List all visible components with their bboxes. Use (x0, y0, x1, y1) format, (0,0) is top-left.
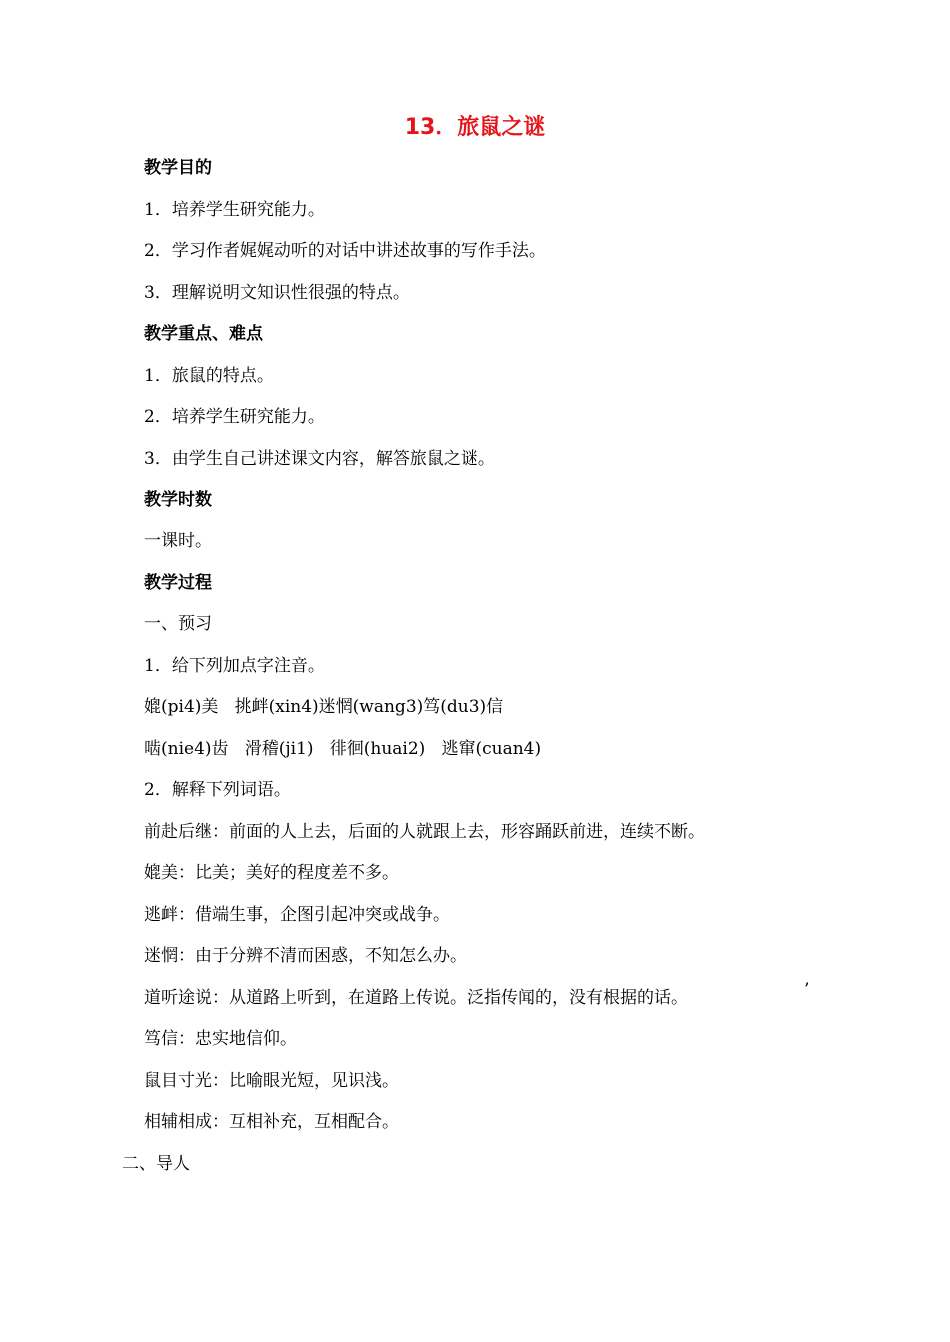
goals-heading: 教学目的 (144, 158, 212, 178)
goal-item-3: 3．理解说明文知识性很强的特点。 (144, 283, 410, 303)
pinyin-line-2: 啮(nie4)齿 滑稽(ji1) 徘徊(huai2) 逃窜(cuan4) (144, 739, 542, 759)
definition-item: 逃衅：借端生事，企图引起冲突或战争。 (144, 905, 450, 925)
key-point-item-1: 1．旅鼠的特点。 (144, 366, 274, 386)
definition-item: 道听途说：从道路上听到，在道路上传说。泛指传闻的，没有根据的话。 (144, 988, 688, 1008)
hours-heading: 教学时数 (144, 490, 212, 510)
key-point-item-3: 3．由学生自己讲述课文内容，解答旅鼠之谜。 (144, 449, 495, 469)
task-1: 1．给下列加点字注音。 (144, 656, 325, 676)
key-point-item-2: 2．培养学生研究能力。 (144, 407, 325, 427)
definition-item: 媲美：比美；美好的程度差不多。 (144, 863, 399, 883)
goal-item-1: 1．培养学生研究能力。 (144, 200, 325, 220)
task-2: 2．解释下列词语。 (144, 780, 291, 800)
definition-item: 相辅相成：互相补充，互相配合。 (144, 1112, 399, 1132)
definition-item: 鼠目寸光：比喻眼光短，见识浅。 (144, 1071, 399, 1091)
stray-mark: ’ (804, 980, 810, 1000)
definition-item: 迷惘：由于分辨不清而困惑，不知怎么办。 (144, 946, 467, 966)
key-points-heading: 教学重点、难点 (144, 324, 263, 344)
definition-item: 笃信：忠实地信仰。 (144, 1029, 297, 1049)
page-title: 13．旅鼠之谜 (404, 115, 546, 140)
intro-label: 二、导人 (122, 1154, 190, 1174)
process-heading: 教学过程 (144, 573, 212, 593)
goal-item-2: 2．学习作者娓娓动听的对话中讲述故事的写作手法。 (144, 241, 546, 261)
pinyin-line-1: 媲(pi4)美 挑衅(xin4)迷惘(wang3)笃(du3)信 (144, 697, 504, 717)
preview-label: 一、预习 (144, 614, 212, 634)
hours-text: 一课时。 (144, 531, 212, 551)
definition-item: 前赴后继：前面的人上去，后面的人就跟上去，形容踊跃前进，连续不断。 (144, 822, 705, 842)
